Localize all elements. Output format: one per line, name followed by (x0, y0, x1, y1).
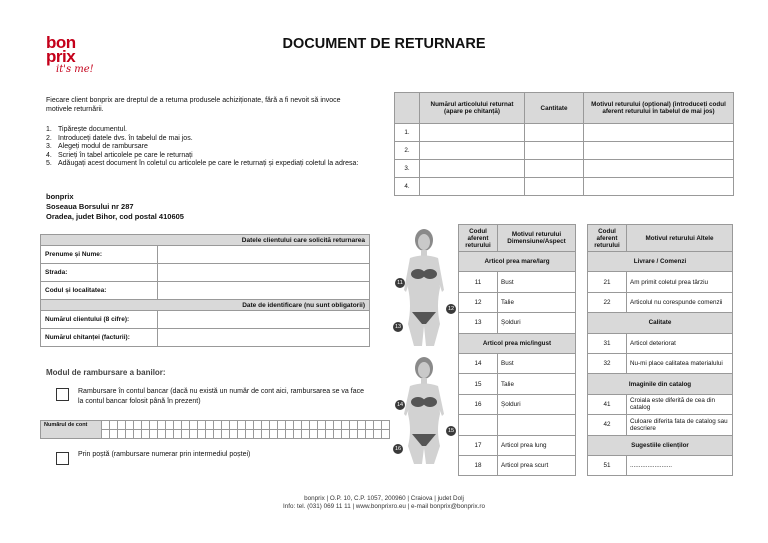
account-digit-cell[interactable] (270, 421, 278, 430)
body-figure-bottom (396, 356, 452, 466)
reason-code: 14 (459, 353, 498, 373)
reason-code: 18 (459, 455, 498, 475)
account-digit-cell[interactable] (334, 421, 342, 430)
account-number-label: Numărul de cont (41, 421, 102, 439)
account-digit-cell[interactable] (158, 430, 166, 439)
returned-items-table (394, 92, 734, 196)
step-number: 5. (46, 160, 52, 167)
reason-text: Articolul nu corespunde comenzii (627, 292, 733, 312)
reason-row (588, 333, 733, 353)
item-reason-cell[interactable] (584, 124, 734, 142)
item-row-index: 2. (395, 142, 420, 160)
item-reason-cell[interactable] (584, 160, 734, 178)
client-field-row (41, 329, 370, 347)
account-digit-cell[interactable] (110, 430, 118, 439)
reason-code: 13 (459, 313, 498, 333)
reason-code: 42 (588, 415, 627, 435)
account-digit-cell[interactable] (246, 421, 254, 430)
reason-text: Nu-mi place calitatea materialului (627, 353, 733, 373)
account-digit-cell[interactable] (198, 421, 206, 430)
item-row-index: 3. (395, 160, 420, 178)
client-field-input[interactable] (158, 264, 370, 282)
account-digit-cell[interactable] (190, 430, 198, 439)
account-digit-cell[interactable] (358, 430, 366, 439)
reasons-code-header: Codul aferent returului (459, 225, 498, 252)
reason-section-row (588, 313, 733, 333)
client-field-label: Numărul clientului (8 cifre): (41, 311, 158, 329)
item-row (395, 178, 734, 196)
reason-code: 51 (588, 455, 627, 475)
account-digit-cell[interactable] (294, 430, 302, 439)
footer-contact: Info: tel. (031) 069 11 11 | www.bonprixro.eu | e-mail bonprix@bonprix.ro (283, 503, 485, 510)
reasons-other-table (587, 224, 733, 476)
account-digit-cell[interactable] (286, 430, 294, 439)
step-text: Alegeți modul de rambursare (58, 143, 148, 150)
reason-code: 22 (588, 292, 627, 312)
reason-text: Culoare diferita fata de catalog sau descriere (627, 415, 733, 435)
account-digit-cell[interactable] (222, 430, 230, 439)
account-digit-cell[interactable] (206, 421, 214, 430)
item-row-index: 4. (395, 178, 420, 196)
account-digit-cell[interactable] (326, 421, 334, 430)
account-digit-cell[interactable] (238, 421, 246, 430)
account-digit-cell[interactable] (342, 421, 350, 430)
logo-tagline: it's me! (56, 64, 94, 75)
post-refund-checkbox[interactable] (56, 452, 69, 465)
reason-text: Bust (498, 272, 576, 292)
reasons-other-header: Motivul returului Altele (627, 225, 733, 252)
account-digit-cell[interactable] (150, 421, 158, 430)
badge-14: 14 (396, 402, 404, 408)
address-line: bonprix (46, 192, 74, 201)
account-digit-cell[interactable] (342, 430, 350, 439)
client-field-input[interactable] (158, 329, 370, 347)
return-address (46, 192, 184, 222)
account-digit-cell[interactable] (310, 430, 318, 439)
account-digit-cell[interactable] (230, 430, 238, 439)
reason-code: 41 (588, 394, 627, 414)
item-number-cell[interactable] (420, 178, 525, 196)
client-field-label: Strada: (41, 264, 158, 282)
reason-row (459, 272, 576, 292)
reason-code: 16 (459, 394, 498, 414)
reason-row (588, 455, 733, 475)
reason-row (588, 415, 733, 435)
reason-section-title: Articol prea mare/larg (459, 252, 576, 272)
reason-section-title: Imaginile din catalog (588, 374, 733, 394)
item-number-cell[interactable] (420, 160, 525, 178)
reason-section-row (588, 252, 733, 272)
account-digit-cell[interactable] (334, 430, 342, 439)
account-digit-cell[interactable] (286, 421, 294, 430)
item-number-header: Numărul articolului returnat (apare pe chitanță) (420, 93, 525, 124)
step-number: 4. (46, 151, 52, 159)
reason-section-row (588, 374, 733, 394)
account-digit-cell[interactable] (214, 430, 222, 439)
account-digit-cell[interactable] (310, 421, 318, 430)
reason-section-title: Livrare / Comenzi (588, 252, 733, 272)
account-digit-cell[interactable] (326, 430, 334, 439)
logo-line1: bon (46, 33, 76, 52)
badge-12: 12 (447, 306, 455, 312)
client-field-row (41, 282, 370, 300)
account-digit-cell[interactable] (134, 421, 142, 430)
reason-text: Croiala este diferită de cea din catalog (627, 394, 733, 414)
step-text: Adăugați acest document în coletul cu articolele pe care le returnați și expediați coletul la adresa: (58, 160, 359, 167)
account-digit-cell[interactable] (230, 421, 238, 430)
reason-text: Articol prea lung (498, 435, 576, 455)
account-digit-cell[interactable] (182, 430, 190, 439)
account-digit-cell[interactable] (158, 421, 166, 430)
reason-text: Am primit coletul prea târziu (627, 272, 733, 292)
account-digit-cell[interactable] (166, 421, 174, 430)
account-digit-cell[interactable] (262, 430, 270, 439)
account-digit-cell[interactable] (318, 421, 326, 430)
account-digit-cell[interactable] (142, 430, 150, 439)
account-digit-cell[interactable] (302, 430, 310, 439)
reason-text: Bust (498, 353, 576, 373)
item-quantity-cell[interactable] (525, 178, 584, 196)
item-row-index: 1. (395, 124, 420, 142)
account-digit-cell[interactable] (102, 421, 110, 430)
reason-row (459, 415, 576, 435)
account-digit-cell[interactable] (110, 421, 118, 430)
account-digit-cell[interactable] (270, 430, 278, 439)
client-section-row (41, 300, 370, 311)
reason-row (588, 272, 733, 292)
reason-row (588, 292, 733, 312)
reason-row (459, 292, 576, 312)
account-digit-cell[interactable] (102, 430, 110, 439)
reason-text: ........................ (627, 455, 733, 475)
account-digit-cell[interactable] (262, 421, 270, 430)
step-text: Scrieți în tabel articolele pe care le returnați (58, 151, 193, 159)
account-digit-cell[interactable] (134, 430, 142, 439)
document-title: DOCUMENT DE RETURNARE (282, 36, 486, 52)
reason-row (588, 353, 733, 373)
step-number: 1. (46, 126, 52, 133)
reason-code: 21 (588, 272, 627, 292)
account-digit-cell[interactable] (366, 421, 374, 430)
account-digit-cell[interactable] (174, 430, 182, 439)
footer (0, 495, 768, 511)
quantity-header: Cantitate (525, 93, 584, 124)
account-digit-cell[interactable] (350, 421, 358, 430)
reason-text: Articol deteriorat (627, 333, 733, 353)
account-digit-cell[interactable] (198, 430, 206, 439)
client-field-row (41, 246, 370, 264)
client-field-label: Codul și localitatea: (41, 282, 158, 300)
account-digit-cell[interactable] (182, 421, 190, 430)
address-line: Soseaua Borsului nr 287 (46, 202, 134, 211)
refund-method-title: Modul de rambursare a banilor: (46, 368, 166, 377)
client-field-label: Numărul chitanței (facturii): (41, 329, 158, 347)
reasons-size-header: Motivul returului Dimensiune/Aspect (498, 225, 576, 252)
reason-code: 17 (459, 435, 498, 455)
reason-row (459, 435, 576, 455)
steps-list (46, 126, 368, 169)
reason-text: Talie (498, 292, 576, 312)
step-item (46, 152, 368, 161)
step-text: Tipărește documentul. (58, 126, 127, 133)
account-digit-cell[interactable] (254, 430, 262, 439)
client-section-row (41, 235, 370, 246)
badge-13: 13 (394, 324, 402, 330)
account-digit-cell[interactable] (150, 430, 158, 439)
reason-row (459, 353, 576, 373)
step-item (46, 126, 368, 135)
account-digit-cell[interactable] (254, 421, 262, 430)
item-quantity-cell[interactable] (525, 124, 584, 142)
client-section-header: Datele clientului care solicită returnarea (41, 235, 370, 246)
account-digit-cell[interactable] (206, 430, 214, 439)
account-digit-cell[interactable] (382, 421, 390, 430)
footer-address: bonprix | O.P. 10, C.P. 1057, 200960 | Craiova | judet Dolj (304, 495, 464, 502)
badge-11: 11 (395, 278, 405, 288)
item-row (395, 142, 734, 160)
account-digit-cell[interactable] (374, 421, 382, 430)
step-item (46, 160, 368, 169)
account-digit-cell[interactable] (126, 421, 134, 430)
item-number-cell[interactable] (420, 142, 525, 160)
account-digit-cell[interactable] (118, 430, 126, 439)
account-digit-cell[interactable] (302, 421, 310, 430)
account-digit-cell[interactable] (382, 430, 390, 439)
reason-row (459, 313, 576, 333)
reason-section-title: Sugestiile clienților (588, 435, 733, 455)
reason-section-title: Calitate (588, 313, 733, 333)
account-digit-cell[interactable] (246, 430, 254, 439)
account-digit-cell[interactable] (350, 430, 358, 439)
intro-text: Fiecare client bonprix are dreptul de a returna produsele achiziționate, fără a fi nevoit să invoce motivele returnării. (46, 97, 341, 113)
step-item (46, 135, 368, 144)
account-digit-cell[interactable] (118, 421, 126, 430)
account-digit-cell[interactable] (142, 421, 150, 430)
return-reason-header: Motivul returului (opțional) (introduceți codul aferent returului în tabelul de mai jos) (584, 93, 734, 124)
client-section-header: Date de identificare (nu sunt obligatorii) (41, 300, 370, 311)
reason-text: Șolduri (498, 394, 576, 414)
bank-refund-checkbox[interactable] (56, 388, 69, 401)
badge-16: 16 (394, 446, 402, 452)
badge-15: 15 (447, 428, 455, 434)
client-data-table (40, 234, 370, 347)
account-digit-cell[interactable] (366, 430, 374, 439)
client-field-input[interactable] (158, 282, 370, 300)
reason-text: Articol prea scurt (498, 455, 576, 475)
address-line: Oradea, judet Bihor, cod postal 410605 (46, 212, 184, 221)
reasons-code-header: Codul aferent returului (588, 225, 627, 252)
bank-refund-label: Rambursare în contul bancar (dacă nu există un număr de cont aici, rambursarea se va face la contul bancar folosit până în prezent) (78, 388, 364, 405)
client-field-row (41, 311, 370, 329)
body-figure-top (396, 228, 452, 348)
step-item (46, 143, 368, 152)
client-field-row (41, 264, 370, 282)
step-number: 3. (46, 143, 52, 150)
item-row (395, 160, 734, 178)
item-number-cell[interactable] (420, 124, 525, 142)
reason-code: 32 (588, 353, 627, 373)
reason-section-row (459, 333, 576, 353)
item-reason-cell[interactable] (584, 142, 734, 160)
account-digit-cell[interactable] (374, 430, 382, 439)
account-number-field[interactable] (40, 420, 390, 439)
reason-row (459, 455, 576, 475)
reasons-size-table (458, 224, 576, 476)
reason-code: 15 (459, 374, 498, 394)
step-number: 2. (46, 134, 52, 142)
client-field-label: Prenume și Nume: (41, 246, 158, 264)
reason-section-row (588, 435, 733, 455)
account-digit-cell[interactable] (238, 430, 246, 439)
item-row (395, 124, 734, 142)
account-digit-cell[interactable] (126, 430, 134, 439)
reason-text: Șolduri (498, 313, 576, 333)
logo-line2: prix (46, 47, 76, 66)
reason-code: 12 (459, 292, 498, 312)
item-quantity-cell[interactable] (525, 160, 584, 178)
reason-code: 31 (588, 333, 627, 353)
client-field-input[interactable] (158, 311, 370, 329)
account-digit-cell[interactable] (278, 421, 286, 430)
item-reason-cell[interactable] (584, 178, 734, 196)
account-digit-cell[interactable] (294, 421, 302, 430)
client-field-input[interactable] (158, 246, 370, 264)
reason-section-title: Articol prea mic/îngust (459, 333, 576, 353)
items-index-header (395, 93, 420, 124)
account-digit-cell[interactable] (214, 421, 222, 430)
account-digit-cell[interactable] (190, 421, 198, 430)
account-digit-cell[interactable] (278, 430, 286, 439)
account-digit-cell[interactable] (318, 430, 326, 439)
reason-text (498, 415, 576, 435)
step-text: Introduceți datele dvs. în tabelul de mai jos. (58, 134, 193, 142)
reason-row (588, 394, 733, 414)
reason-section-row (459, 252, 576, 272)
reason-row (459, 394, 576, 414)
account-digit-cell[interactable] (174, 421, 182, 430)
post-refund-label: Prin poștă (rambursare numerar prin intermediul poștei) (78, 451, 251, 458)
account-digit-cell[interactable] (358, 421, 366, 430)
account-digit-cell[interactable] (222, 421, 230, 430)
item-quantity-cell[interactable] (525, 142, 584, 160)
reason-row (459, 374, 576, 394)
account-digit-cell[interactable] (166, 430, 174, 439)
reason-code: 11 (459, 272, 498, 292)
reason-code (459, 415, 498, 435)
reason-text: Talie (498, 374, 576, 394)
